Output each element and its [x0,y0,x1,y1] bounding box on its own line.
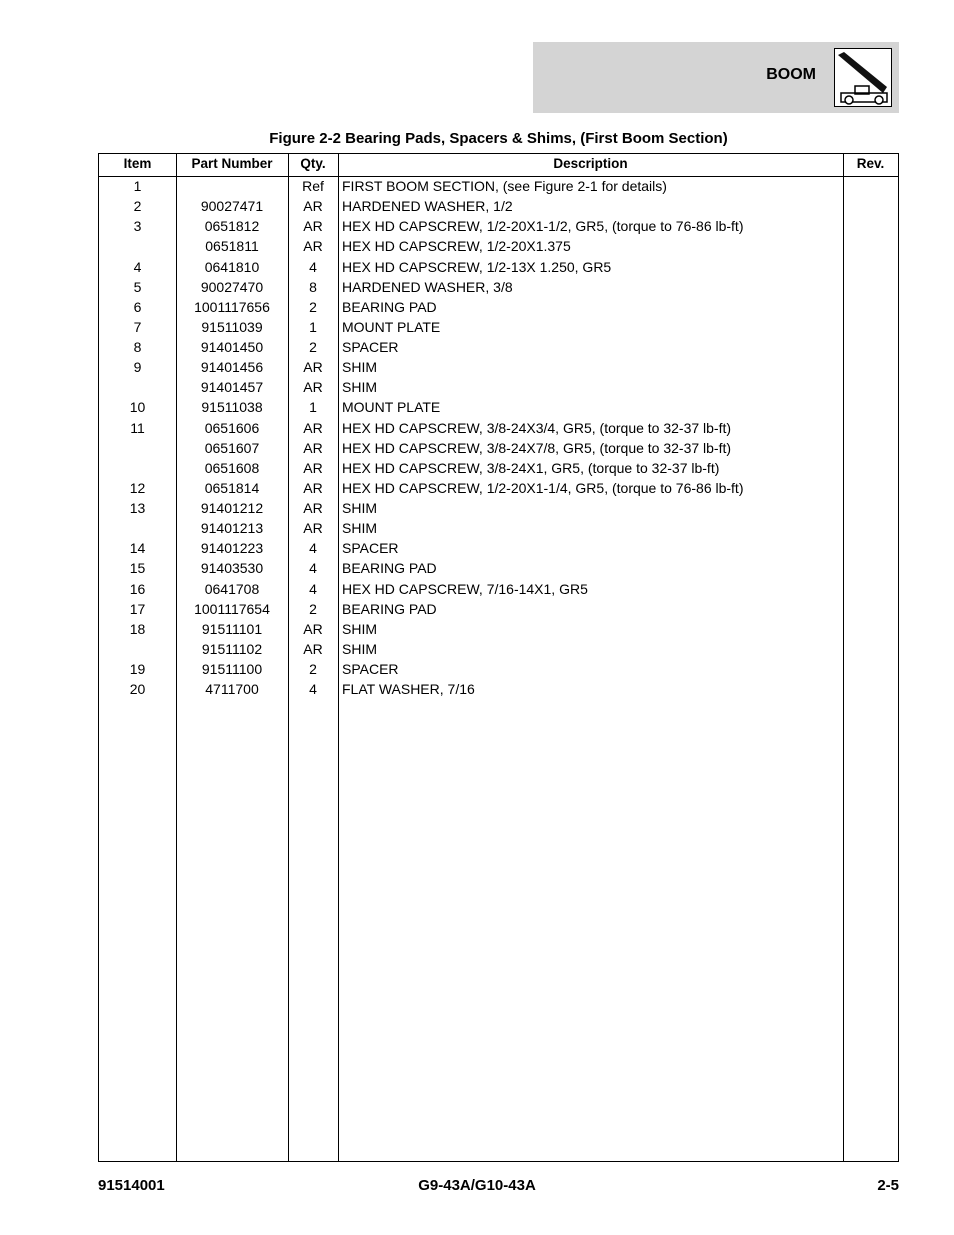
qty-cell: AR [303,459,323,476]
part-number-cell: 91511100 [201,661,263,677]
item-cell: 4 [133,258,142,275]
description-cell: MOUNT PLATE [342,399,441,416]
item-cell: 10 [129,399,146,416]
section-title: BOOM [766,66,816,83]
description-cell: HEX HD CAPSCREW, 7/16-14X1, GR5 [342,580,588,597]
item-cell: 6 [133,298,142,315]
qty-cell: AR [303,640,323,657]
qty-cell: AR [303,359,323,376]
part-number-cell: 90027470 [200,278,264,295]
part-number-cell: 1001117656 [194,298,270,315]
table-row [99,558,898,578]
description-cell: BEARING PAD [342,298,437,315]
header-description: Description [553,156,628,171]
description-cell: BEARING PAD [342,560,437,577]
description-cell: SHIM [342,379,377,396]
item-cell: 15 [129,560,146,577]
qty-cell: AR [303,379,323,396]
table-row [99,619,898,639]
table-row [99,518,898,538]
description-cell: MOUNT PLATE [342,318,441,335]
item-cell: 14 [129,540,146,557]
table-row [99,659,898,679]
part-number-cell: 91511101 [201,620,263,637]
header-part-number: Part Number [191,156,273,171]
item-cell: 1 [133,178,142,194]
item-cell: 9 [133,359,142,376]
table-row [99,538,898,558]
part-number-cell: 91401450 [200,339,264,355]
table-row [99,297,898,317]
description-cell: FLAT WASHER, 7/16 [342,681,475,698]
table-row [99,216,898,236]
header-rev: Rev. [856,156,885,171]
part-number-cell: 1001117654 [194,600,270,617]
part-number-cell: 0641708 [204,580,260,597]
table-row [99,257,898,277]
qty-cell: 4 [309,580,317,597]
description-cell: SHIM [342,359,377,376]
description-cell: HARDENED WASHER, 3/8 [342,278,513,295]
parts-table [98,153,899,1162]
section-tab [533,42,899,113]
table-row [99,478,898,498]
description-cell: HEX HD CAPSCREW, 3/8-24X7/8, GR5, (torque to 32-37 lb-ft) [342,439,732,456]
part-number-cell: 0651814 [204,479,260,496]
part-number-cell: 91401457 [200,379,264,396]
description-cell: SHIM [342,500,377,516]
part-number-cell: 0651607 [204,439,260,456]
qty-cell: AR [303,198,323,215]
qty-cell: AR [303,218,323,235]
part-number-cell: 91403530 [200,560,264,577]
qty-cell: 4 [309,681,317,698]
part-number-cell: 91401456 [200,359,264,376]
table-row [99,337,898,357]
qty-cell: AR [303,439,323,456]
part-number-cell: 0651606 [204,419,260,436]
item-cell: 20 [129,681,146,698]
header-item: Item [123,156,152,171]
qty-cell: AR [303,419,323,436]
item-cell: 18 [129,620,146,637]
table-row [99,357,898,377]
qty-cell: 2 [309,339,317,355]
item-cell: 5 [133,278,142,295]
footer-model: G9-43A/G10-43A [418,1177,536,1194]
part-number-cell: 91401212 [200,500,264,516]
table-row [99,498,898,518]
table-row [99,377,898,397]
qty-cell: AR [303,500,323,516]
item-cell: 19 [129,661,146,677]
qty-cell: 2 [309,298,317,315]
description-cell: HEX HD CAPSCREW, 1/2-20X1.375 [342,238,571,255]
table-row [99,397,898,417]
figure-title: Figure 2-2 Bearing Pads, Spacers & Shims, (First Boom Section) [269,130,728,147]
description-cell: HEX HD CAPSCREW, 1/2-13X 1.250, GR5 [342,258,612,275]
qty-cell: 2 [309,661,317,677]
description-cell: HEX HD CAPSCREW, 1/2-20X1-1/4, GR5, (torque to 76-86 lb-ft) [342,479,744,496]
footer-doc-number: 91514001 [98,1177,165,1194]
qty-cell: Ref [302,178,324,194]
table-row [99,679,898,699]
item-cell: 17 [129,600,146,617]
boom-loader-icon [834,48,892,107]
table-row [99,438,898,458]
description-cell: HEX HD CAPSCREW, 1/2-20X1-1/2, GR5, (torque to 76-86 lb-ft) [342,218,744,235]
description-cell: HARDENED WASHER, 1/2 [342,198,513,215]
description-cell: HEX HD CAPSCREW, 3/8-24X1, GR5, (torque to 32-37 lb-ft) [342,459,720,476]
qty-cell: 8 [309,278,317,295]
description-cell: SPACER [342,540,399,557]
qty-cell: AR [303,479,323,496]
item-cell: 7 [133,318,142,335]
qty-cell: AR [303,620,323,637]
description-cell: FIRST BOOM SECTION, (see Figure 2-1 for details) [342,178,667,194]
qty-cell: 4 [309,560,317,577]
item-cell: 16 [129,580,146,597]
part-number-cell: 91511102 [201,640,263,657]
qty-cell: 4 [309,258,317,275]
table-row [99,418,898,438]
qty-cell: 1 [309,318,317,335]
table-row [99,317,898,337]
item-cell: 13 [129,500,146,516]
table-header [99,154,898,177]
qty-cell: AR [303,238,323,255]
table-row [99,599,898,619]
part-number-cell: 91511038 [201,399,263,416]
description-cell: SHIM [342,620,377,637]
qty-cell: 2 [309,600,317,617]
part-number-cell: 4711700 [205,681,259,698]
part-number-cell: 0651608 [204,459,260,476]
part-number-cell: 91401213 [200,520,264,537]
part-number-cell: 0641810 [204,258,260,275]
description-cell: BEARING PAD [342,600,437,617]
item-cell: 3 [133,218,142,235]
table-row [99,458,898,478]
item-cell: 2 [133,198,142,215]
description-cell: SPACER [342,661,399,677]
qty-cell: 4 [309,540,317,557]
qty-cell: 1 [309,399,317,416]
table-row [99,196,898,216]
header-qty: Qty. [300,156,326,171]
description-cell: HEX HD CAPSCREW, 3/8-24X3/4, GR5, (torque to 32-37 lb-ft) [342,419,732,436]
description-cell: SPACER [342,339,399,355]
table-row [99,236,898,256]
part-number-cell: 91511039 [201,318,263,335]
table-row [99,579,898,599]
table-row [99,277,898,297]
item-cell: 8 [133,339,142,355]
table-row [99,639,898,659]
part-number-cell: 90027471 [200,198,264,215]
table-row [99,176,898,196]
qty-cell: AR [303,520,323,537]
item-cell: 11 [130,419,145,436]
table-body [99,176,898,699]
item-cell: 12 [129,479,146,496]
description-cell: SHIM [342,520,377,537]
part-number-cell: 91401223 [200,540,264,557]
footer-page-number: 2-5 [877,1177,899,1194]
part-number-cell: 0651811 [205,238,259,255]
part-number-cell: 0651812 [204,218,260,235]
description-cell: SHIM [342,640,377,657]
